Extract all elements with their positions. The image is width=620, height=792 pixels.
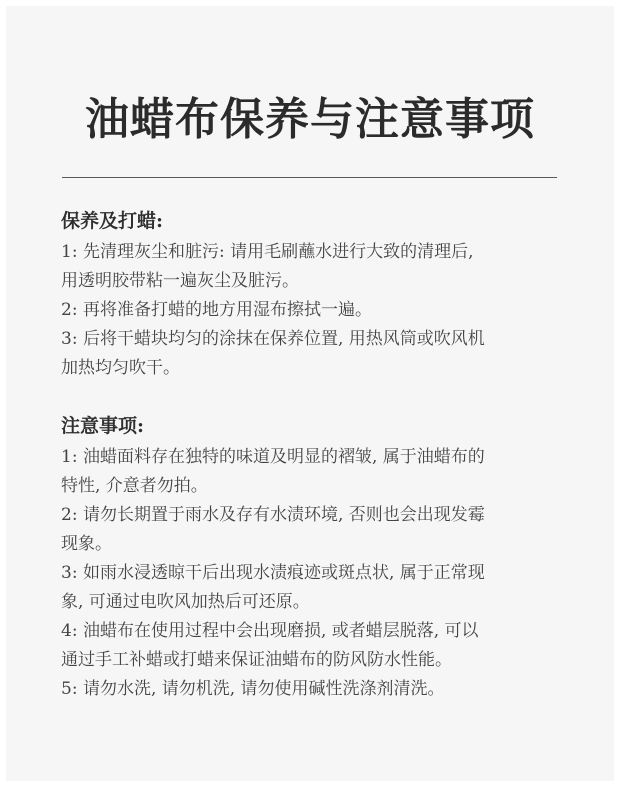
notes-section — [61, 411, 561, 704]
care-line: 1: 先清理灰尘和脏污: 请用毛刷蘸水进行大致的清理后, — [61, 242, 474, 262]
notes-line: 4: 油蜡布在使用过程中会出现磨损, 或者蜡层脱落, 可以 — [61, 621, 479, 641]
notes-heading: 注意事项: — [61, 415, 145, 437]
notes-line: 现象。 — [61, 534, 112, 554]
notes-line: 通过手工补蜡或打蜡来保证油蜡布的防风防水性能。 — [61, 650, 452, 670]
care-line: 2: 再将准备打蜡的地方用湿布擦拭一遍。 — [61, 300, 372, 320]
care-heading: 保养及打蜡: — [61, 210, 164, 232]
notes-line: 特性, 介意者勿拍。 — [61, 476, 208, 496]
title-divider — [62, 177, 557, 178]
care-line: 加热均匀吹干。 — [61, 358, 180, 378]
notes-line: 1: 油蜡面料存在独特的味道及明显的褶皱, 属于油蜡布的 — [61, 447, 485, 467]
care-line: 3: 后将干蜡块均匀的涂抹在保养位置, 用热风筒或吹风机 — [61, 329, 485, 349]
care-section — [61, 206, 561, 383]
notes-line: 象, 可通过电吹风加热后可还原。 — [61, 592, 310, 612]
notes-line: 5: 请勿水洗, 请勿机洗, 请勿使用碱性洗涤剂清洗。 — [61, 679, 445, 699]
care-line: 用透明胶带粘一遍灰尘及脏污。 — [61, 271, 299, 291]
notes-line: 3: 如雨水浸透晾干后出现水渍痕迹或斑点状, 属于正常现 — [61, 563, 485, 583]
info-card — [6, 6, 614, 781]
page-title: 油蜡布保养与注意事项 — [85, 94, 535, 145]
notes-line: 2: 请勿长期置于雨水及存有水渍环境, 否则也会出现发霉 — [61, 505, 485, 525]
